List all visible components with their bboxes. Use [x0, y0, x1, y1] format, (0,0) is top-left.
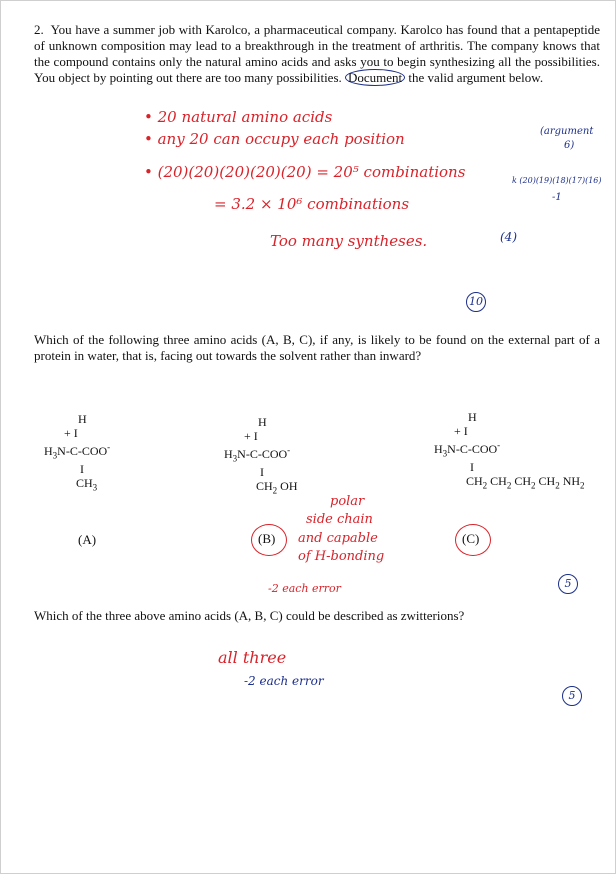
structure-a-plus: + I [64, 426, 78, 440]
structure-a-side: $CH_3$ [76, 476, 98, 493]
note-polar: polar [330, 494, 365, 509]
label-a: (A) [78, 532, 97, 547]
question-2-text: You have a summer job with Karolco, a pharmaceutical company. Karolco has found that a pentapeptide of unknown composition may lead to a breakthrough in the treatment of arthritis. The company knows that the compound contains only the natural amino acids and asks you to begin synthesizing all the possibilities. You object by pointing out there are too many possibilities. [34, 22, 600, 85]
structure-a-bond: I [80, 462, 84, 477]
structure-a-core: $H_3N-C-COO^-$ [44, 442, 111, 461]
score-circle: 10 [466, 292, 486, 312]
structure-b-core: $H_3N-C-COO^-$ [224, 445, 291, 464]
structure-c-core: $H_3N-C-COO^-$ [434, 440, 501, 459]
partial-points: (4) [500, 230, 517, 244]
structure-b-bond: I [260, 465, 264, 480]
score-circle-bot: 5 [562, 686, 582, 706]
grader-note-3: k (20)(19)(18)(17)(16) [512, 176, 602, 185]
circled-word: Document [345, 69, 405, 86]
question-2-text-end: the valid argument below. [408, 70, 544, 85]
question-amino-acids-external: Which of the following three amino acids (A, B, C), if any, is likely to be found on the external part of a protein in water, that is, facing out towards the solvent rather than inward? [34, 332, 600, 363]
note-and-capable: and capable [298, 531, 378, 546]
structure-b-side: $CH_2$ OH [256, 479, 298, 496]
grader-note-4: -1 [552, 192, 562, 203]
question-2 [34, 22, 600, 86]
note-side-chain: side chain [306, 512, 373, 527]
grader-note-2: 6) [564, 140, 575, 151]
grader-note-1: (argument [540, 126, 594, 137]
structure-c-h: H [468, 410, 477, 424]
score-circle-mid: 5 [558, 574, 578, 594]
structure-b [224, 415, 298, 498]
question-number: 2. [34, 22, 44, 37]
structure-a [44, 412, 110, 495]
answer-line-3: • (20)(20)(20)(20)(20) = 20⁵ combinations [144, 163, 466, 181]
question-zwitterions: Which of the three above amino acids (A, B, C) could be described as zwitterions? [34, 608, 465, 623]
answer-line-2: • any 20 can occupy each position [144, 130, 405, 148]
deduction-bot: -2 each error [244, 674, 324, 688]
answer-line-5: Too many syntheses. [270, 232, 428, 250]
answer-all-three: all three [218, 648, 287, 667]
note-h-bonding: of H-bonding [298, 549, 385, 564]
structure-c-side: $CH_2$ $CH_2$ $CH_2$ $CH_2$ $NH_2$ [466, 474, 585, 491]
label-c: (C) [462, 531, 480, 546]
structure-b-h: H [258, 415, 267, 429]
answer-line-1: • 20 natural amino acids [144, 108, 333, 126]
structure-a-h: H [78, 412, 87, 426]
structure-c [434, 410, 585, 493]
label-b: (B) [258, 531, 276, 546]
structure-c-plus: + I [454, 424, 468, 438]
deduction-mid: -2 each error [268, 582, 341, 595]
answer-line-4: = 3.2 × 10⁶ combinations [214, 195, 410, 213]
structure-c-bond: I [470, 460, 474, 475]
structure-b-plus: + I [244, 429, 258, 443]
